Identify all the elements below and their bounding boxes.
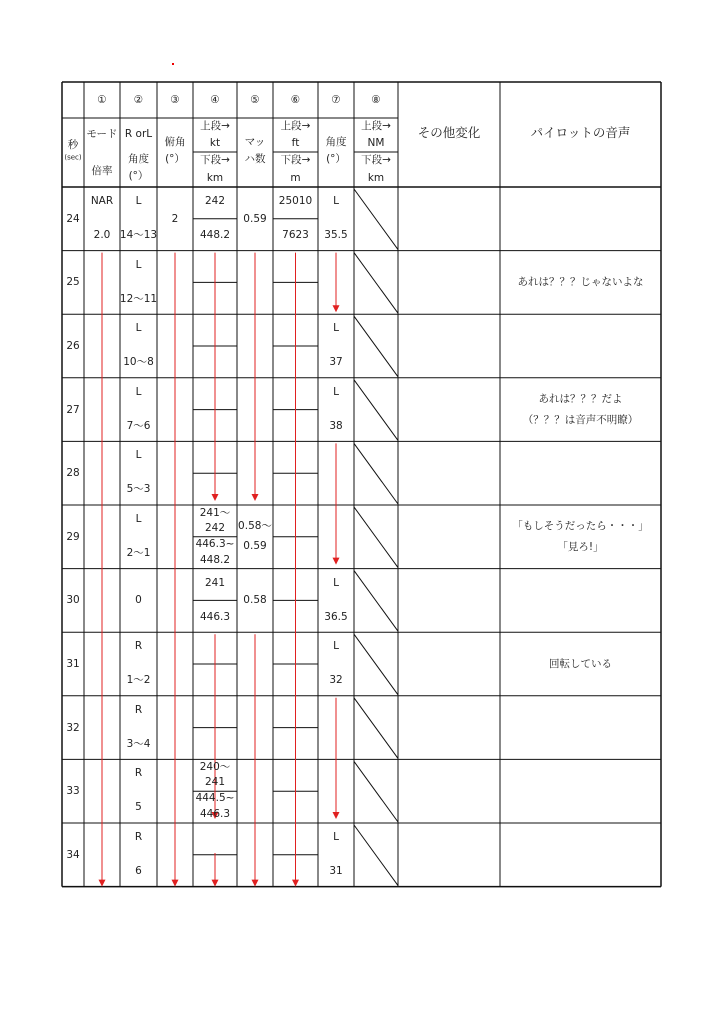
header-rorl: R orL (124, 127, 153, 140)
row-kt-2: 242 (204, 521, 226, 534)
row-rorl-angle: 7～6 (126, 419, 151, 432)
header-mode: モード (86, 127, 118, 140)
row-sec: 34 (66, 848, 80, 861)
row-rorl-angle: 14～13 (119, 228, 158, 241)
row-sec: 33 (66, 784, 80, 797)
na-diagonal (354, 698, 398, 759)
na-diagonal (354, 571, 398, 632)
row-angle: 31 (329, 864, 343, 877)
header-km2-lower: 下段→ (361, 153, 391, 166)
header-km-unit: km (206, 171, 224, 184)
row-rorl-angle: 12～11 (119, 292, 158, 305)
na-diagonal (354, 189, 398, 250)
row-sec: 29 (66, 530, 80, 543)
na-diagonal (354, 507, 398, 568)
row-sec: 27 (66, 403, 80, 416)
row-rorl-angle: 5 (135, 801, 142, 814)
row-voice: あれは？？？だよ (538, 392, 623, 405)
arrow-head (333, 305, 340, 312)
row-angle-dir: L (333, 830, 339, 843)
row-ft: 25010 (278, 194, 313, 207)
row-rorl: L (135, 258, 142, 271)
na-diagonal (354, 634, 398, 695)
row-km-2: 446.3 (199, 808, 231, 821)
row-voice: 「もしそうだったら・・・」 (512, 519, 649, 532)
row-rorl: L (135, 512, 142, 525)
row-rorl-angle: 10～8 (123, 355, 154, 368)
column-number: ⑧ (371, 93, 381, 106)
header-km2-unit: km (367, 171, 385, 184)
row-angle-dir: L (333, 639, 339, 652)
row-kt: 241 (204, 576, 226, 589)
row-sec: 32 (66, 721, 80, 734)
column-number: ② (133, 93, 144, 106)
row-kt: 241～ (199, 506, 231, 519)
row-angle: 37 (329, 355, 343, 368)
header-mach-2: ハ数 (244, 152, 266, 165)
row-km: 448.2 (199, 228, 231, 241)
row-rorl-angle: 1～2 (126, 673, 151, 686)
row-angle: 32 (329, 673, 343, 686)
row-mach-2: 0.59 (243, 539, 267, 552)
header-sec: 秒 (67, 138, 79, 151)
row-sec: 30 (66, 594, 80, 607)
row-rorl: R (134, 830, 143, 843)
row-kt-2: 241 (204, 776, 226, 789)
header-mach: マッ (244, 135, 266, 148)
row-rorl: R (134, 703, 143, 716)
na-diagonal (354, 825, 398, 886)
na-diagonal (354, 380, 398, 441)
row-rorl: L (135, 449, 142, 462)
column-number: ⑥ (290, 93, 301, 106)
header-sec-unit: (sec) (64, 153, 82, 162)
arrow-head (252, 494, 259, 501)
row-voice: あれは？？？じゃないよな (517, 276, 644, 289)
header-rorl-unit: (°） (128, 169, 149, 182)
row-rorl-angle: 0 (135, 594, 142, 607)
row-sec: 28 (66, 466, 80, 479)
row-km-2: 448.2 (199, 553, 231, 566)
header-km-lower: 下段→ (200, 153, 230, 166)
row-depression: 2 (171, 212, 179, 225)
row-sec: 24 (66, 212, 80, 225)
row-sec: 31 (66, 657, 80, 670)
arrow-head (252, 880, 259, 887)
header-angle-unit: (°） (326, 152, 346, 165)
row-rorl-angle: 5～3 (126, 483, 151, 496)
row-mach: 0.59 (243, 212, 267, 225)
header-mode-sub: 倍率 (91, 164, 113, 177)
row-voice-2: （？？？は音声不明瞭） (522, 413, 639, 426)
na-diagonal (354, 443, 398, 504)
header-m-lower: 下段→ (280, 153, 311, 166)
row-mach: 0.58～ (238, 519, 272, 532)
header-ft-unit: ft (291, 136, 300, 149)
header-m-unit: m (290, 171, 301, 184)
row-km: 444.5~ (195, 792, 235, 805)
column-number: ① (97, 93, 107, 106)
row-angle: 38 (329, 419, 343, 432)
header-kt-unit: kt (209, 136, 221, 149)
header-nm-upper: 上段→ (361, 119, 391, 132)
header-angle: 角度 (325, 135, 347, 148)
column-number: ⑤ (250, 93, 260, 106)
header-pilot-voice: パイロットの音声 (530, 124, 631, 140)
arrow-head (212, 880, 219, 887)
arrow-head (212, 494, 219, 501)
row-kt: 240～ (199, 761, 231, 774)
row-rorl: R (134, 767, 143, 780)
row-angle-dir: L (333, 194, 339, 207)
arrow-head (292, 880, 299, 887)
row-sec: 26 (66, 339, 80, 352)
arrow-head (172, 880, 179, 887)
header-ft-upper: 上段→ (280, 119, 311, 132)
row-rorl: L (135, 321, 142, 334)
header-kt-upper: 上段→ (200, 119, 230, 132)
row-rorl-angle: 3～4 (126, 737, 151, 750)
arrow-head (99, 880, 106, 887)
row-mode-ratio: 2.0 (93, 228, 111, 241)
row-mach: 0.58 (243, 594, 267, 607)
header-nm-unit: NM (367, 136, 385, 149)
header-depression-unit: (°） (165, 152, 185, 165)
column-number: ④ (210, 93, 220, 106)
na-diagonal (354, 316, 398, 377)
row-sec: 25 (66, 276, 80, 289)
row-angle: 36.5 (324, 610, 348, 623)
row-rorl: L (135, 385, 142, 398)
row-kt: 242 (204, 194, 226, 207)
header-other-changes: その他変化 (417, 124, 481, 140)
row-rorl-angle: 2～1 (126, 546, 151, 559)
na-diagonal (354, 253, 398, 314)
row-angle: 35.5 (324, 228, 348, 241)
row-rorl: L (135, 194, 142, 207)
row-km: 446.3 (199, 610, 231, 623)
na-diagonal (354, 761, 398, 822)
row-km: 446.3~ (195, 537, 235, 550)
row-angle-dir: L (333, 321, 339, 334)
row-angle-dir: L (333, 576, 339, 589)
column-number: ⑦ (331, 93, 341, 106)
arrow-head (333, 558, 340, 565)
row-voice-2: 「見ろ!」 (557, 540, 604, 553)
row-rorl: R (134, 639, 143, 652)
arrow-head (333, 812, 340, 819)
row-voice: 回転している (549, 657, 612, 670)
column-number: ③ (170, 93, 180, 106)
row-angle-dir: L (333, 385, 339, 398)
row-m: 7623 (282, 228, 309, 241)
row-rorl-angle: 6 (135, 864, 142, 877)
header-rorl-sub: 角度 (128, 152, 149, 165)
row-mode: NAR (90, 194, 114, 207)
header-depression: 俯角 (164, 135, 186, 148)
